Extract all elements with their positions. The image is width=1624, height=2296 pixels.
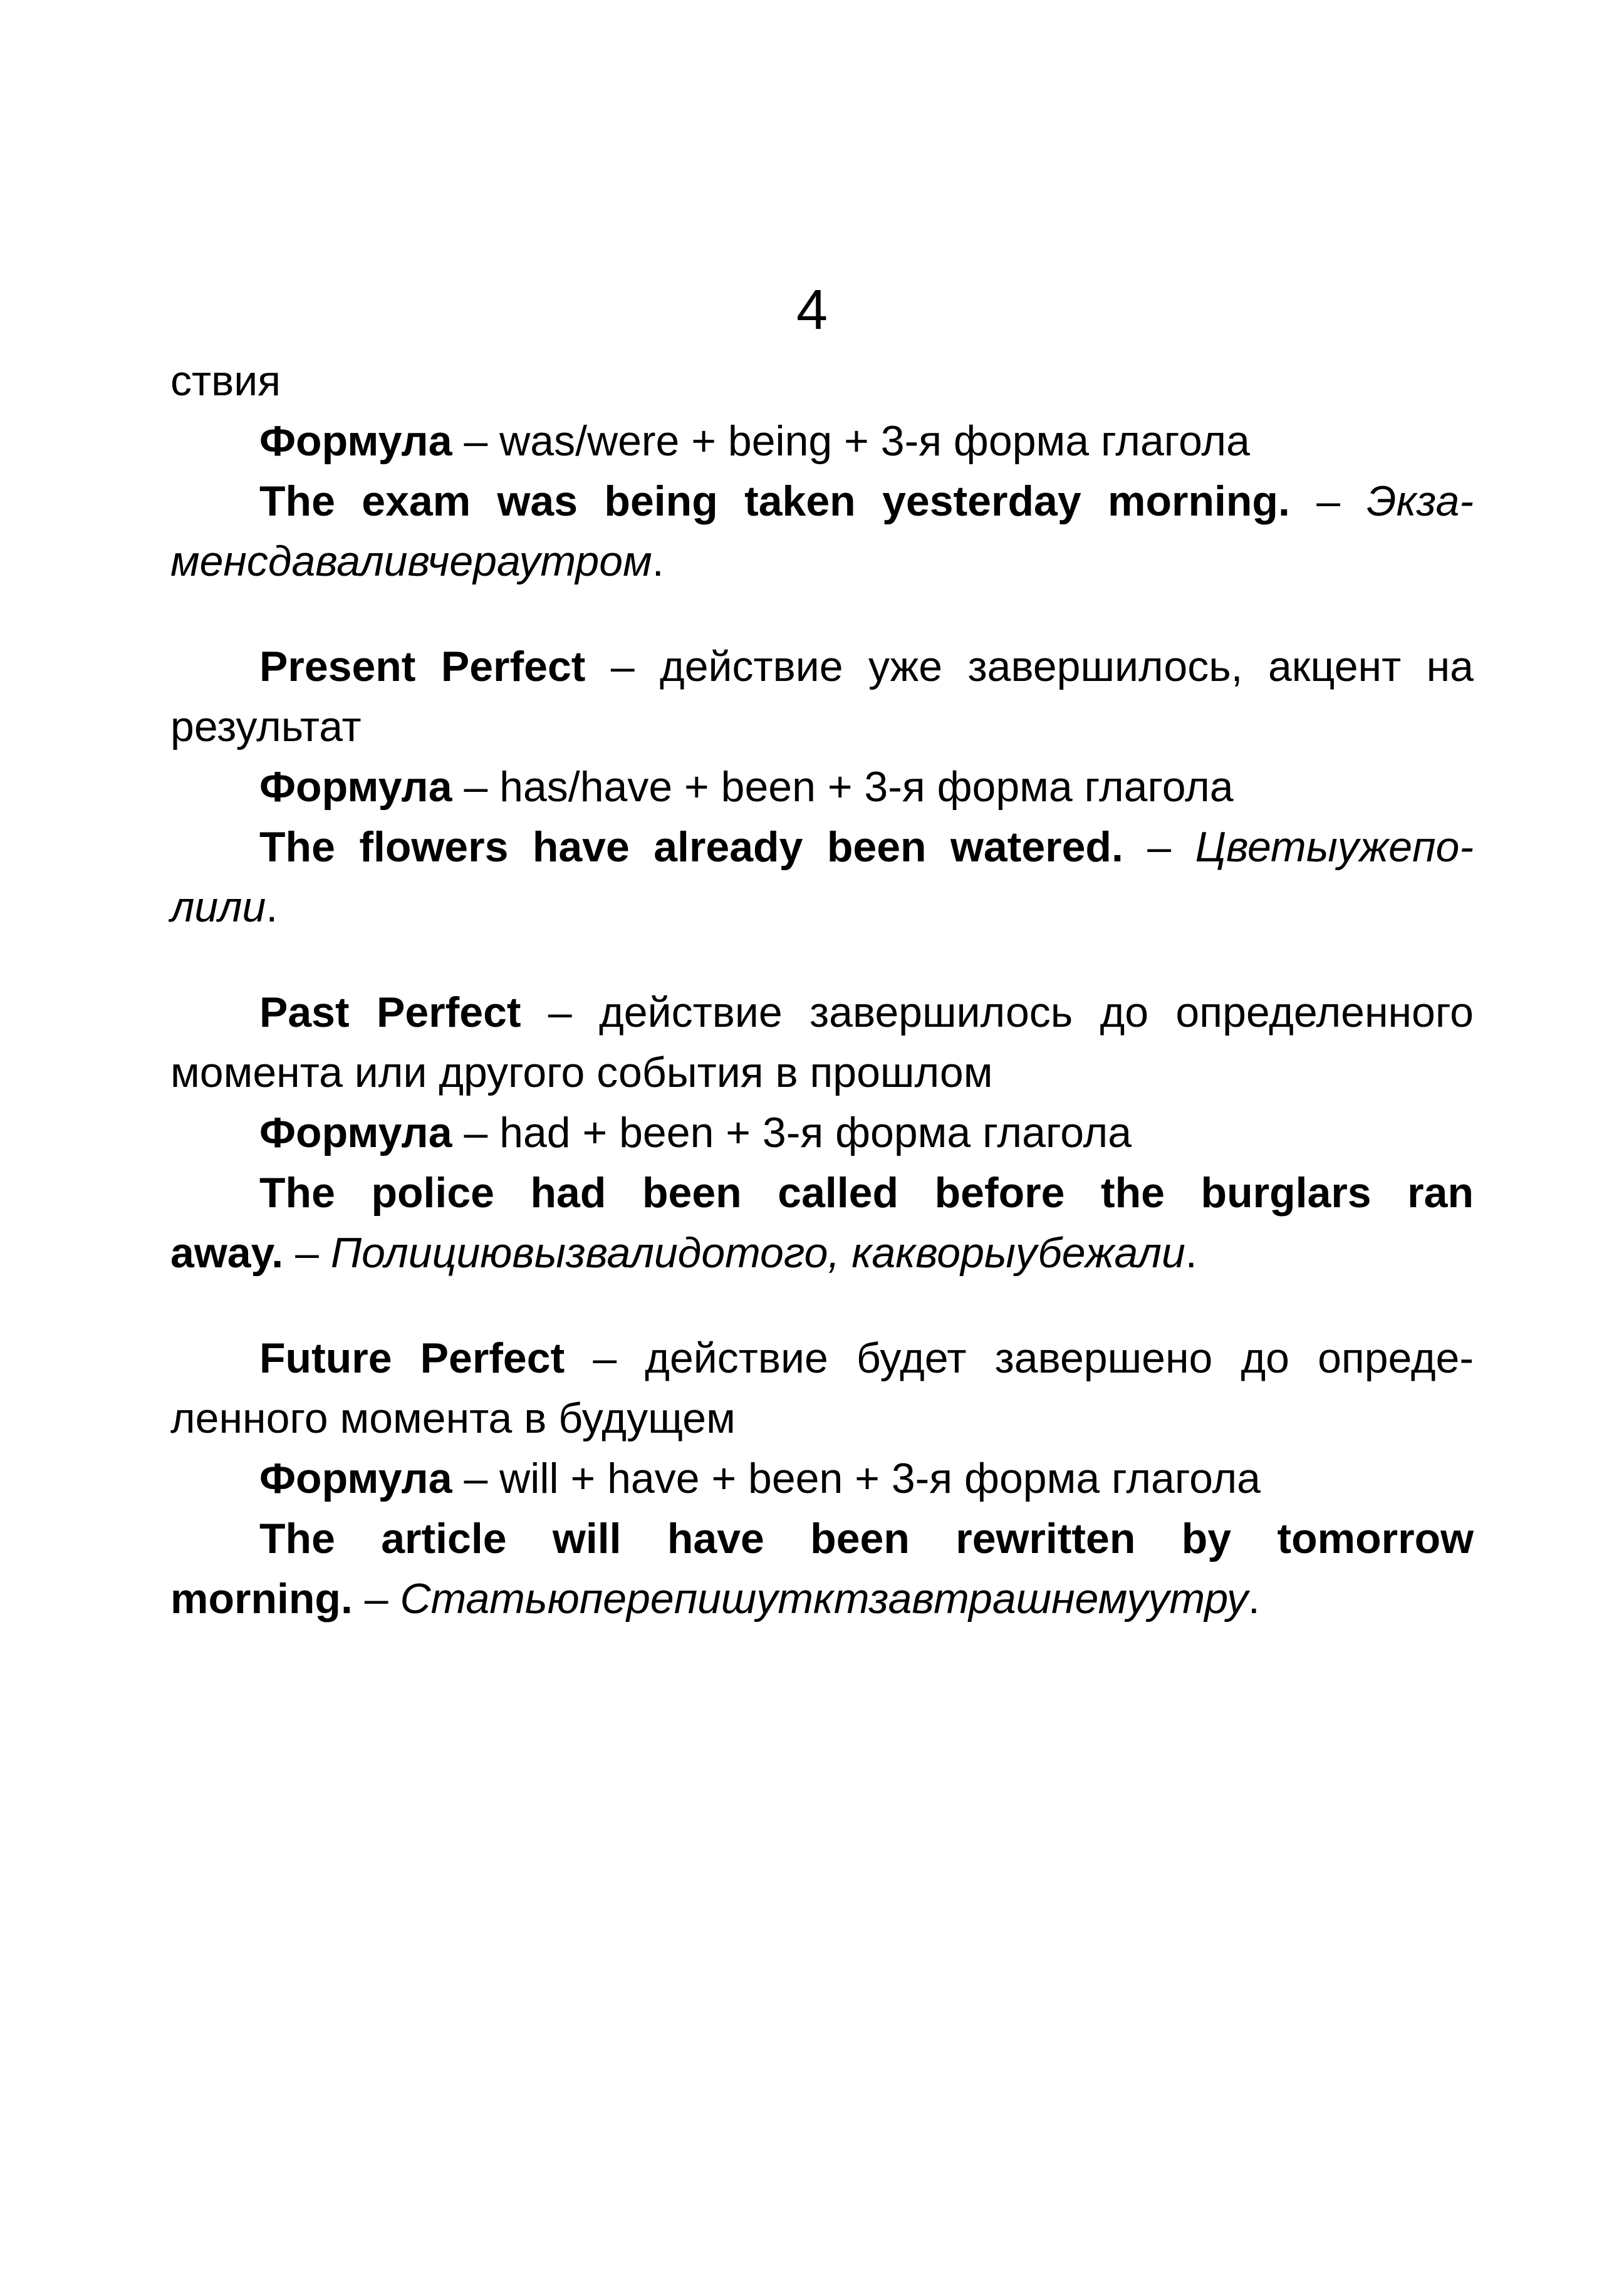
period: . bbox=[1247, 1575, 1260, 1623]
continuation-text: ствия bbox=[170, 357, 281, 405]
past-perfect-formula bbox=[170, 1103, 1474, 1163]
future-perfect-example-cont bbox=[170, 1569, 1474, 1629]
example-en: away. bbox=[170, 1229, 284, 1277]
formula-label: Формула bbox=[259, 417, 452, 465]
past-perfect-heading-cont bbox=[170, 1042, 1474, 1103]
past-continuous-example bbox=[170, 471, 1474, 531]
period: . bbox=[1185, 1229, 1197, 1277]
example-en: The police had been called before the burglars ran bbox=[259, 1169, 1474, 1217]
dash: – bbox=[1123, 823, 1195, 871]
document-body bbox=[170, 351, 1474, 1629]
period: . bbox=[266, 883, 278, 931]
past-perfect-example-cont bbox=[170, 1223, 1474, 1283]
future-perfect-formula bbox=[170, 1448, 1474, 1509]
formula-text: – has/have + been + 3-я форма глагола bbox=[452, 763, 1234, 811]
present-perfect-example bbox=[170, 817, 1474, 877]
dash: – bbox=[1289, 477, 1367, 525]
section-title: Future Perfect bbox=[259, 1334, 565, 1382]
present-perfect-heading-cont bbox=[170, 697, 1474, 757]
example-ru: Экза- bbox=[1366, 477, 1474, 525]
future-perfect-heading-cont bbox=[170, 1388, 1474, 1448]
example-ru: Полициювызвалидотого, какворыубежали bbox=[330, 1229, 1185, 1277]
section-desc: ленного момента в будущем bbox=[170, 1395, 736, 1442]
example-en: The article will have been rewritten by tomorrow bbox=[259, 1515, 1474, 1562]
future-perfect-example bbox=[170, 1509, 1474, 1569]
present-perfect-heading bbox=[170, 636, 1474, 697]
past-perfect-example bbox=[170, 1163, 1474, 1223]
example-en: The exam was being taken yesterday morning. bbox=[259, 477, 1290, 525]
formula-label: Формула bbox=[259, 763, 452, 811]
example-ru: Цветыужепо- bbox=[1195, 823, 1474, 871]
future-perfect-heading bbox=[170, 1328, 1474, 1388]
page-number: 4 bbox=[796, 279, 828, 341]
present-perfect-formula bbox=[170, 757, 1474, 817]
formula-label: Формула bbox=[259, 1455, 452, 1502]
present-perfect-example-cont bbox=[170, 877, 1474, 937]
section-desc: результат bbox=[170, 703, 362, 751]
formula-text: – was/were + being + 3-я форма глагола bbox=[452, 417, 1250, 465]
section-desc: – действие уже завершилось, акцент на bbox=[585, 643, 1474, 690]
section-title: Present Perfect bbox=[259, 643, 586, 690]
formula-text: – had + been + 3-я форма глагола bbox=[452, 1109, 1132, 1156]
past-continuous-example-cont bbox=[170, 531, 1474, 591]
past-perfect-heading bbox=[170, 982, 1474, 1042]
example-en: morning. bbox=[170, 1575, 353, 1623]
section-desc: – действие завершилось до определенного bbox=[521, 989, 1474, 1036]
section-title: Past Perfect bbox=[259, 989, 521, 1036]
formula-label: Формула bbox=[259, 1109, 452, 1156]
period: . bbox=[652, 538, 664, 585]
dash: – bbox=[352, 1575, 400, 1623]
past-continuous-formula bbox=[170, 411, 1474, 471]
example-en: The flowers have already been watered. bbox=[259, 823, 1123, 871]
section-desc: момента или другого события в прошлом bbox=[170, 1049, 993, 1096]
formula-text: – will + have + been + 3-я форма глагола bbox=[452, 1455, 1261, 1502]
example-ru: менсдаваливчераутром bbox=[170, 538, 652, 585]
section-desc: – действие будет завершено до опреде- bbox=[565, 1334, 1474, 1382]
continuation-line bbox=[170, 351, 1474, 411]
example-ru: Статьюперепишутктзавтрашнемуутру bbox=[400, 1575, 1248, 1623]
dash: – bbox=[283, 1229, 331, 1277]
example-ru: лили bbox=[170, 883, 266, 931]
